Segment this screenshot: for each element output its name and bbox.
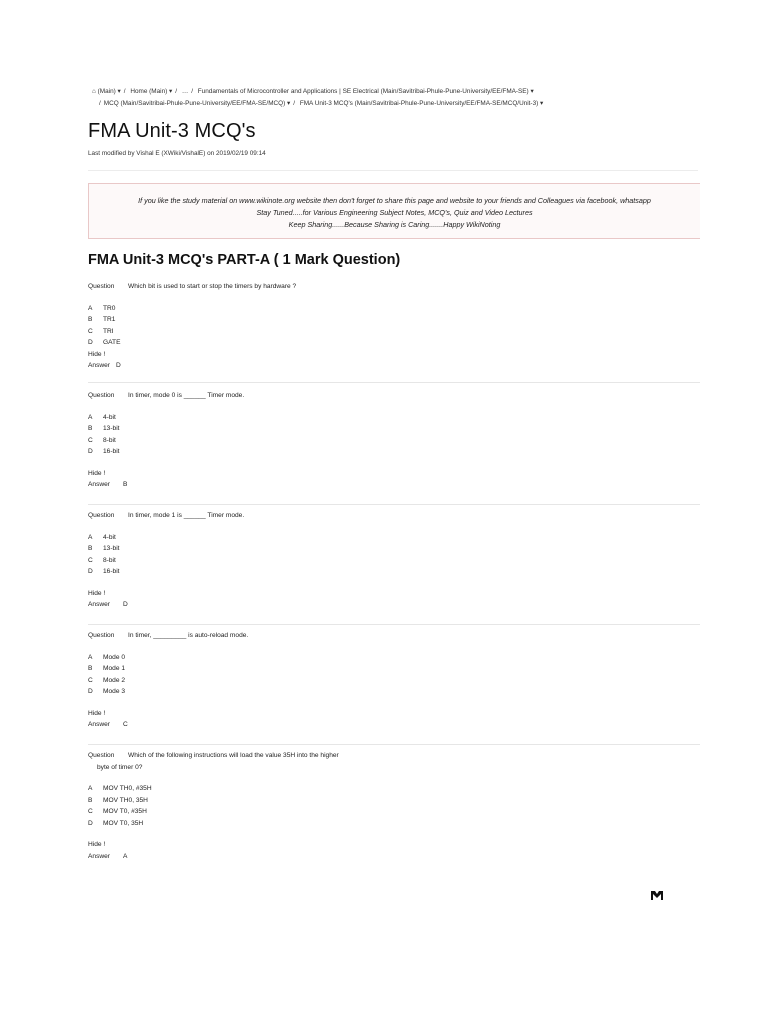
option: D 16-bit bbox=[88, 568, 120, 575]
option: B 13-bit bbox=[88, 425, 120, 432]
question-text-cont: byte of timer 0? bbox=[97, 763, 143, 771]
question-label: Question bbox=[88, 512, 115, 519]
notice-line: If you like the study material on www.wikinote.org website then don't forget to share this page and website to your friends and Colleagues via facebook, whatsapp bbox=[138, 196, 651, 205]
hide-button[interactable]: Hide ! bbox=[88, 350, 106, 358]
divider bbox=[88, 624, 700, 625]
option: A TR0 bbox=[88, 304, 116, 312]
chevron-down-icon[interactable]: ▾ bbox=[287, 100, 291, 107]
question-text: In timer, mode 0 is ______ Timer mode. bbox=[128, 392, 245, 399]
option: D Mode 3 bbox=[88, 688, 125, 695]
divider bbox=[88, 504, 700, 505]
option: C 8-bit bbox=[88, 556, 116, 564]
answer-value: C bbox=[123, 721, 128, 728]
question-label: Question bbox=[88, 632, 115, 639]
divider bbox=[88, 744, 700, 745]
chevron-down-icon[interactable]: ▾ bbox=[540, 100, 544, 107]
hide-button[interactable]: Hide ! bbox=[88, 709, 106, 717]
question-block bbox=[88, 390, 244, 491]
arrow-up-icon bbox=[651, 890, 663, 900]
answer-label: Answer bbox=[88, 601, 110, 608]
option: B 13-bit bbox=[88, 545, 120, 552]
chevron-down-icon[interactable]: ▾ bbox=[117, 88, 121, 95]
chevron-down-icon[interactable]: ▾ bbox=[530, 88, 534, 95]
question-text: In timer, mode 1 is ______ Timer mode. bbox=[128, 512, 245, 519]
answer-label: Answer bbox=[88, 481, 110, 488]
answer-label: Answer bbox=[88, 362, 110, 369]
option: C Mode 2 bbox=[88, 676, 125, 684]
option: A Mode 0 bbox=[88, 653, 125, 661]
question-label: Question bbox=[88, 392, 115, 399]
breadcrumb-item-home[interactable]: Home (Main) bbox=[130, 88, 168, 95]
hide-button[interactable]: Hide ! bbox=[88, 841, 106, 848]
hide-button[interactable]: Hide ! bbox=[88, 589, 106, 597]
breadcrumb: ⌂ (Main) ▾ / Home (Main) ▾ / … / Fundamentals of Microcontroller and Applications | SE Electrical (Main/Savitribai-Phule-Pune-University/EE/FMA-SE) ▾ / MCQ (Main/Savitribai-Phule-Pune-University/EE/FMA-SE/MCQ) ▾ / FMA Unit-3 MCQ's (Main/Savitribai-Phule-Pune-University/EE/FMA-SE/MCQ/Unit-3) ▾ bbox=[92, 88, 544, 107]
chevron-down-icon[interactable]: ▾ bbox=[169, 88, 173, 95]
answer-value: B bbox=[123, 481, 128, 488]
option: B Mode 1 bbox=[88, 665, 125, 672]
question-label: Question bbox=[88, 752, 115, 759]
hide-button[interactable]: Hide ! bbox=[88, 469, 106, 477]
option: C 8-bit bbox=[88, 436, 116, 444]
question-block bbox=[88, 750, 339, 862]
scroll-to-top-button[interactable] bbox=[651, 887, 663, 897]
breadcrumb-item-fma-se[interactable]: Fundamentals of Microcontroller and Applications | SE Electrical (Main/Savitribai-Phule-Pune-University/EE/FMA-SE) bbox=[197, 88, 529, 95]
option: C MOV T0, #35H bbox=[88, 808, 147, 815]
notice-line: Stay Tuned.....for Various Engineering Subject Notes, MCQ's, Quiz and Video Lectures bbox=[256, 208, 533, 217]
option: A 4-bit bbox=[88, 533, 116, 541]
answer-value: A bbox=[123, 852, 128, 860]
notice-line: Keep Sharing......Because Sharing is Caring.......Happy WikiNoting bbox=[288, 220, 501, 229]
option: D 16-bit bbox=[88, 448, 120, 455]
option: C TRI bbox=[88, 327, 114, 335]
option: D GATE bbox=[88, 339, 121, 346]
option: B MOV TH0, 35H bbox=[88, 796, 148, 804]
option: B TR1 bbox=[88, 316, 116, 323]
question-block bbox=[88, 281, 296, 372]
share-notice bbox=[88, 183, 700, 239]
breadcrumb-item-ellipsis[interactable]: … bbox=[181, 88, 189, 95]
divider bbox=[88, 170, 698, 171]
breadcrumb-item-unit-3[interactable]: FMA Unit-3 MCQ's (Main/Savitribai-Phule-Pune-University/EE/FMA-SE/MCQ/Unit-3) bbox=[299, 100, 539, 107]
answer-label: Answer bbox=[88, 721, 110, 728]
question-block bbox=[88, 630, 248, 731]
question-text: Which of the following instructions will load the value 35H into the higher bbox=[128, 752, 339, 759]
question-label: Question bbox=[88, 283, 115, 290]
last-modified: Last modified by Vishal E (XWiki/VishalE) on 2019/02/19 09:14 bbox=[88, 150, 266, 157]
divider bbox=[88, 382, 700, 383]
question-text: In timer, _________ is auto-reload mode. bbox=[128, 632, 249, 639]
answer-value: D bbox=[123, 601, 128, 608]
option: A MOV TH0, #35H bbox=[88, 785, 152, 792]
option: D MOV T0, 35H bbox=[88, 819, 144, 827]
option: A 4-bit bbox=[88, 413, 116, 421]
question-text: Which bit is used to start or stop the timers by hardware ? bbox=[128, 283, 297, 290]
section-title: FMA Unit-3 MCQ's PART-A ( 1 Mark Question) bbox=[88, 252, 401, 268]
page-title: FMA Unit-3 MCQ's bbox=[88, 120, 256, 142]
home-icon[interactable]: ⌂ bbox=[92, 88, 96, 95]
answer-label: Answer bbox=[88, 852, 110, 860]
answer-value: D bbox=[116, 362, 121, 369]
question-block bbox=[88, 510, 244, 611]
breadcrumb-item-main[interactable]: (Main) bbox=[97, 88, 116, 95]
breadcrumb-item-mcq[interactable]: MCQ (Main/Savitribai-Phule-Pune-University/EE/FMA-SE/MCQ) bbox=[103, 100, 286, 107]
